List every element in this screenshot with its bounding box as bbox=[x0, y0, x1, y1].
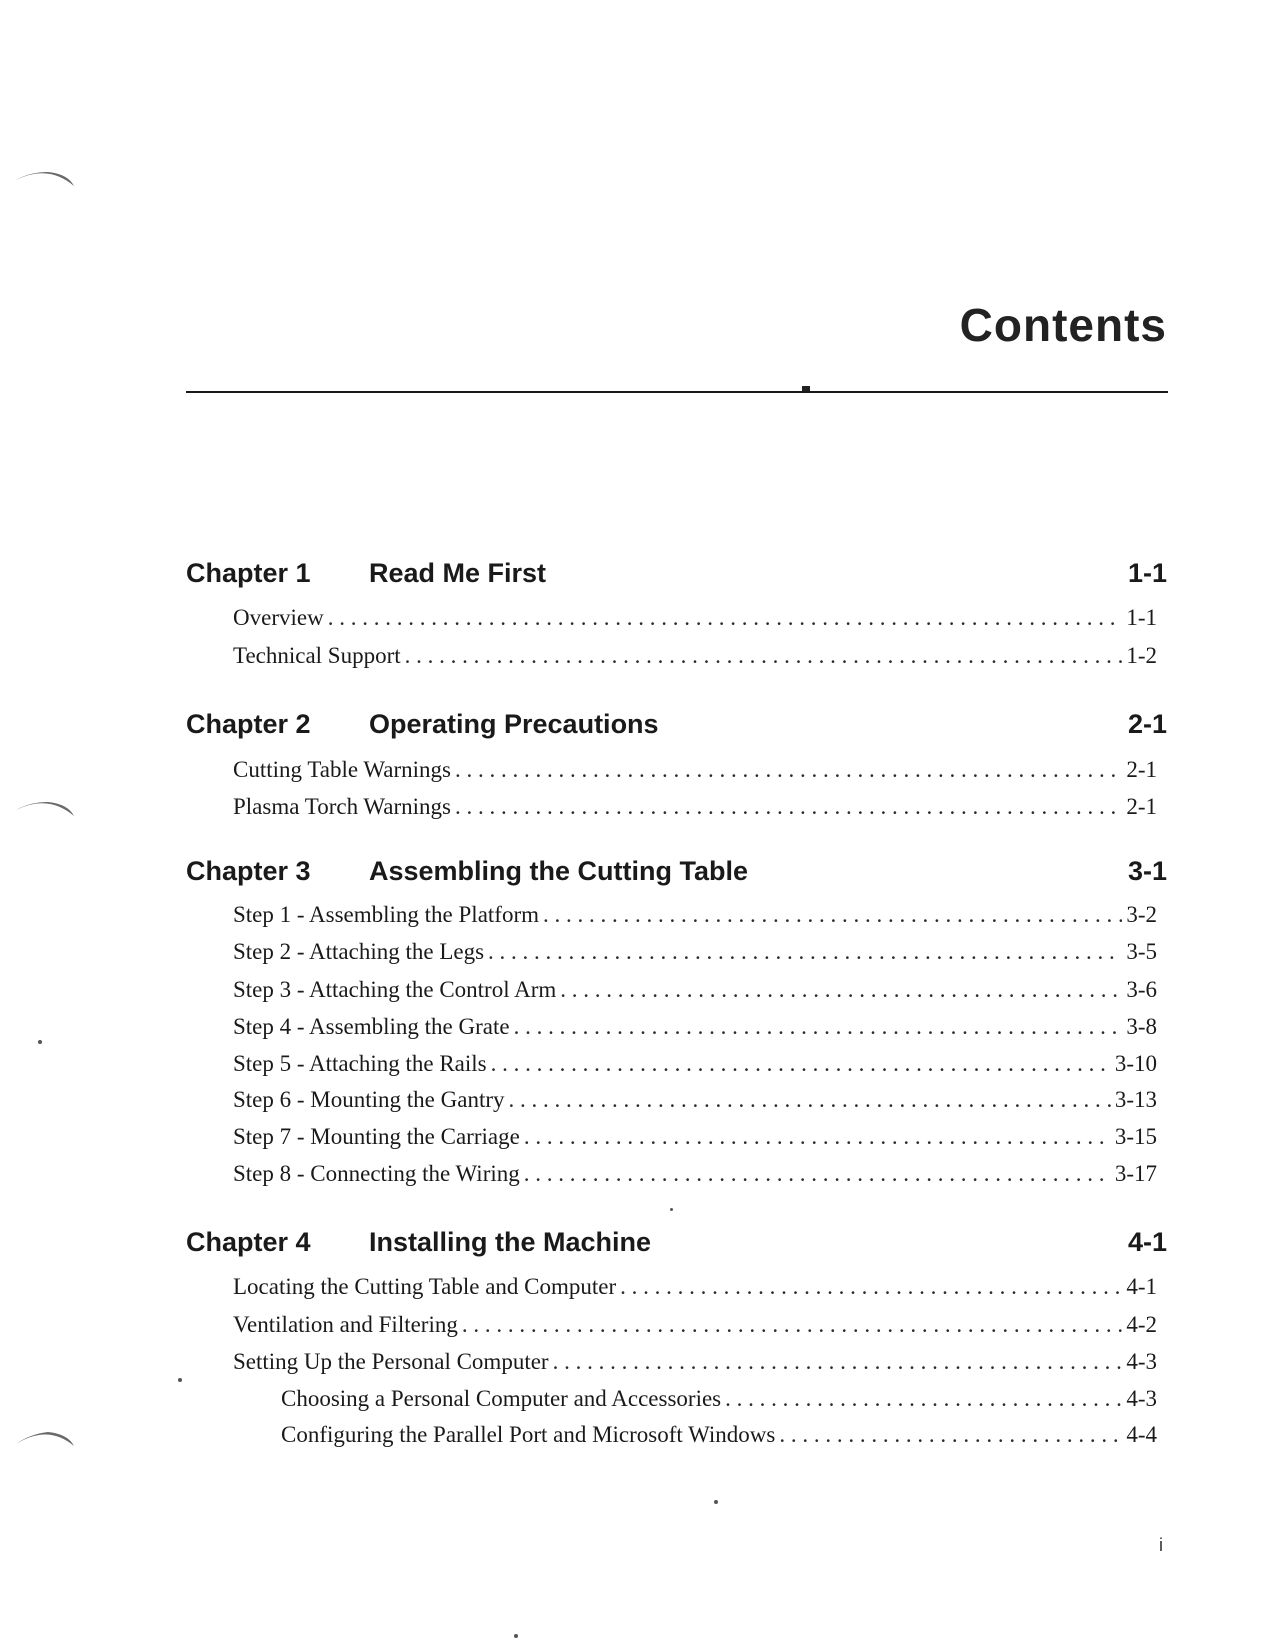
toc-subentry[interactable] bbox=[281, 1386, 1157, 1416]
chapter-page: 4-1 bbox=[1127, 1227, 1167, 1257]
dot-leader bbox=[328, 605, 1123, 631]
chapter-heading[interactable] bbox=[186, 1227, 1167, 1263]
chapter-heading[interactable] bbox=[186, 558, 1167, 594]
toc-entry[interactable] bbox=[233, 1087, 1157, 1117]
toc-entry-page: 4-4 bbox=[1126, 1422, 1157, 1447]
toc-entry[interactable] bbox=[233, 1274, 1157, 1304]
dot-leader bbox=[455, 757, 1122, 783]
dot-leader bbox=[779, 1422, 1122, 1448]
dot-leader bbox=[455, 794, 1122, 820]
chapter-heading[interactable] bbox=[186, 856, 1167, 892]
toc-subentry[interactable] bbox=[281, 1422, 1157, 1452]
dot-leader bbox=[553, 1349, 1123, 1375]
dot-leader bbox=[462, 1312, 1122, 1338]
toc-entry-label: Configuring the Parallel Port and Microsoft Windows bbox=[281, 1422, 776, 1447]
dot-leader bbox=[725, 1386, 1122, 1412]
toc-entry-page: 3-15 bbox=[1114, 1124, 1157, 1149]
dot-leader bbox=[405, 643, 1123, 669]
toc-entry-label: Overview bbox=[233, 605, 324, 630]
toc-entry[interactable] bbox=[233, 939, 1157, 969]
dot-leader bbox=[620, 1274, 1122, 1300]
toc-entry-page: 1-1 bbox=[1126, 605, 1157, 630]
dot-leader bbox=[509, 1087, 1111, 1113]
toc-entry-page: 4-1 bbox=[1126, 1274, 1157, 1299]
toc-entry-page: 2-1 bbox=[1126, 757, 1157, 782]
scan-speck bbox=[670, 1208, 673, 1211]
punch-hole-mark bbox=[8, 160, 78, 200]
punch-hole-mark bbox=[8, 1420, 78, 1460]
toc-entry-page: 3-5 bbox=[1126, 939, 1157, 964]
toc-entry-label: Ventilation and Filtering bbox=[233, 1312, 458, 1337]
toc-entry-label: Cutting Table Warnings bbox=[233, 757, 452, 782]
chapter-page: 3-1 bbox=[1127, 856, 1167, 886]
toc-entry-label: Choosing a Personal Computer and Accessories bbox=[281, 1386, 722, 1411]
dot-leader bbox=[524, 1161, 1111, 1187]
chapter-number: Chapter 2 bbox=[186, 709, 311, 739]
toc-entry-label: Plasma Torch Warnings bbox=[233, 794, 451, 819]
toc-entry-label: Step 4 - Assembling the Grate bbox=[233, 1014, 510, 1039]
toc-entry[interactable] bbox=[233, 1312, 1157, 1342]
dot-leader bbox=[488, 939, 1122, 965]
toc-entry-label: Setting Up the Personal Computer bbox=[233, 1349, 549, 1374]
toc-entry[interactable] bbox=[233, 794, 1157, 824]
toc-entry-label: Step 6 - Mounting the Gantry bbox=[233, 1087, 505, 1112]
scan-speck bbox=[514, 1634, 518, 1638]
scan-speck bbox=[178, 1378, 182, 1382]
chapter-number: Chapter 4 bbox=[186, 1227, 311, 1257]
toc-entry[interactable] bbox=[233, 977, 1157, 1007]
dot-leader bbox=[514, 1014, 1123, 1040]
chapter-number: Chapter 1 bbox=[186, 558, 311, 588]
toc-entry[interactable] bbox=[233, 902, 1157, 932]
dot-leader bbox=[491, 1051, 1111, 1077]
chapter-title: Assembling the Cutting Table bbox=[369, 856, 749, 886]
toc-entry-page: 3-6 bbox=[1126, 977, 1157, 1002]
title-rule bbox=[186, 391, 1168, 393]
toc-entry[interactable] bbox=[233, 1349, 1157, 1379]
punch-hole-mark bbox=[8, 790, 78, 830]
dot-leader bbox=[543, 902, 1122, 928]
chapter-number: Chapter 3 bbox=[186, 856, 311, 886]
toc-entry-label: Step 5 - Attaching the Rails bbox=[233, 1051, 487, 1076]
toc-entry-page: 4-3 bbox=[1126, 1386, 1157, 1411]
toc-entry-label: Technical Support bbox=[233, 643, 401, 668]
rule-mark bbox=[802, 386, 810, 391]
toc-entry[interactable] bbox=[233, 1014, 1157, 1044]
chapter-title: Installing the Machine bbox=[369, 1227, 652, 1257]
toc-entry[interactable] bbox=[233, 1124, 1157, 1154]
toc-entry[interactable] bbox=[233, 757, 1157, 787]
toc-entry[interactable] bbox=[233, 1051, 1157, 1081]
scan-speck bbox=[38, 1040, 42, 1044]
chapter-page: 1-1 bbox=[1127, 558, 1167, 588]
toc-entry[interactable] bbox=[233, 605, 1157, 635]
toc-entry-page: 2-1 bbox=[1126, 794, 1157, 819]
dot-leader bbox=[524, 1124, 1111, 1150]
toc-entry-page: 3-10 bbox=[1114, 1051, 1157, 1076]
toc-entry-label: Locating the Cutting Table and Computer bbox=[233, 1274, 617, 1299]
toc-entry-label: Step 2 - Attaching the Legs bbox=[233, 939, 485, 964]
toc-entry-page: 3-8 bbox=[1126, 1014, 1157, 1039]
scan-speck bbox=[714, 1500, 718, 1504]
page-title: Contents bbox=[959, 299, 1167, 351]
toc-entry[interactable] bbox=[233, 1161, 1157, 1191]
toc-entry[interactable] bbox=[233, 643, 1157, 673]
dot-leader bbox=[560, 977, 1122, 1003]
toc-entry-page: 3-2 bbox=[1126, 902, 1157, 927]
chapter-page: 2-1 bbox=[1127, 709, 1167, 739]
toc-entry-label: Step 3 - Attaching the Control Arm bbox=[233, 977, 557, 1002]
chapter-title: Operating Precautions bbox=[369, 709, 659, 739]
toc-entry-label: Step 8 - Connecting the Wiring bbox=[233, 1161, 520, 1186]
chapter-heading[interactable] bbox=[186, 709, 1167, 745]
toc-entry-page: 4-3 bbox=[1126, 1349, 1157, 1374]
page-number: i bbox=[1159, 1535, 1163, 1555]
toc-entry-page: 4-2 bbox=[1126, 1312, 1157, 1337]
chapter-title: Read Me First bbox=[369, 558, 547, 588]
toc-entry-page: 3-17 bbox=[1114, 1161, 1157, 1186]
toc-entry-page: 3-13 bbox=[1114, 1087, 1157, 1112]
toc-entry-label: Step 7 - Mounting the Carriage bbox=[233, 1124, 520, 1149]
toc-entry-page: 1-2 bbox=[1126, 643, 1157, 668]
toc-entry-label: Step 1 - Assembling the Platform bbox=[233, 902, 540, 927]
